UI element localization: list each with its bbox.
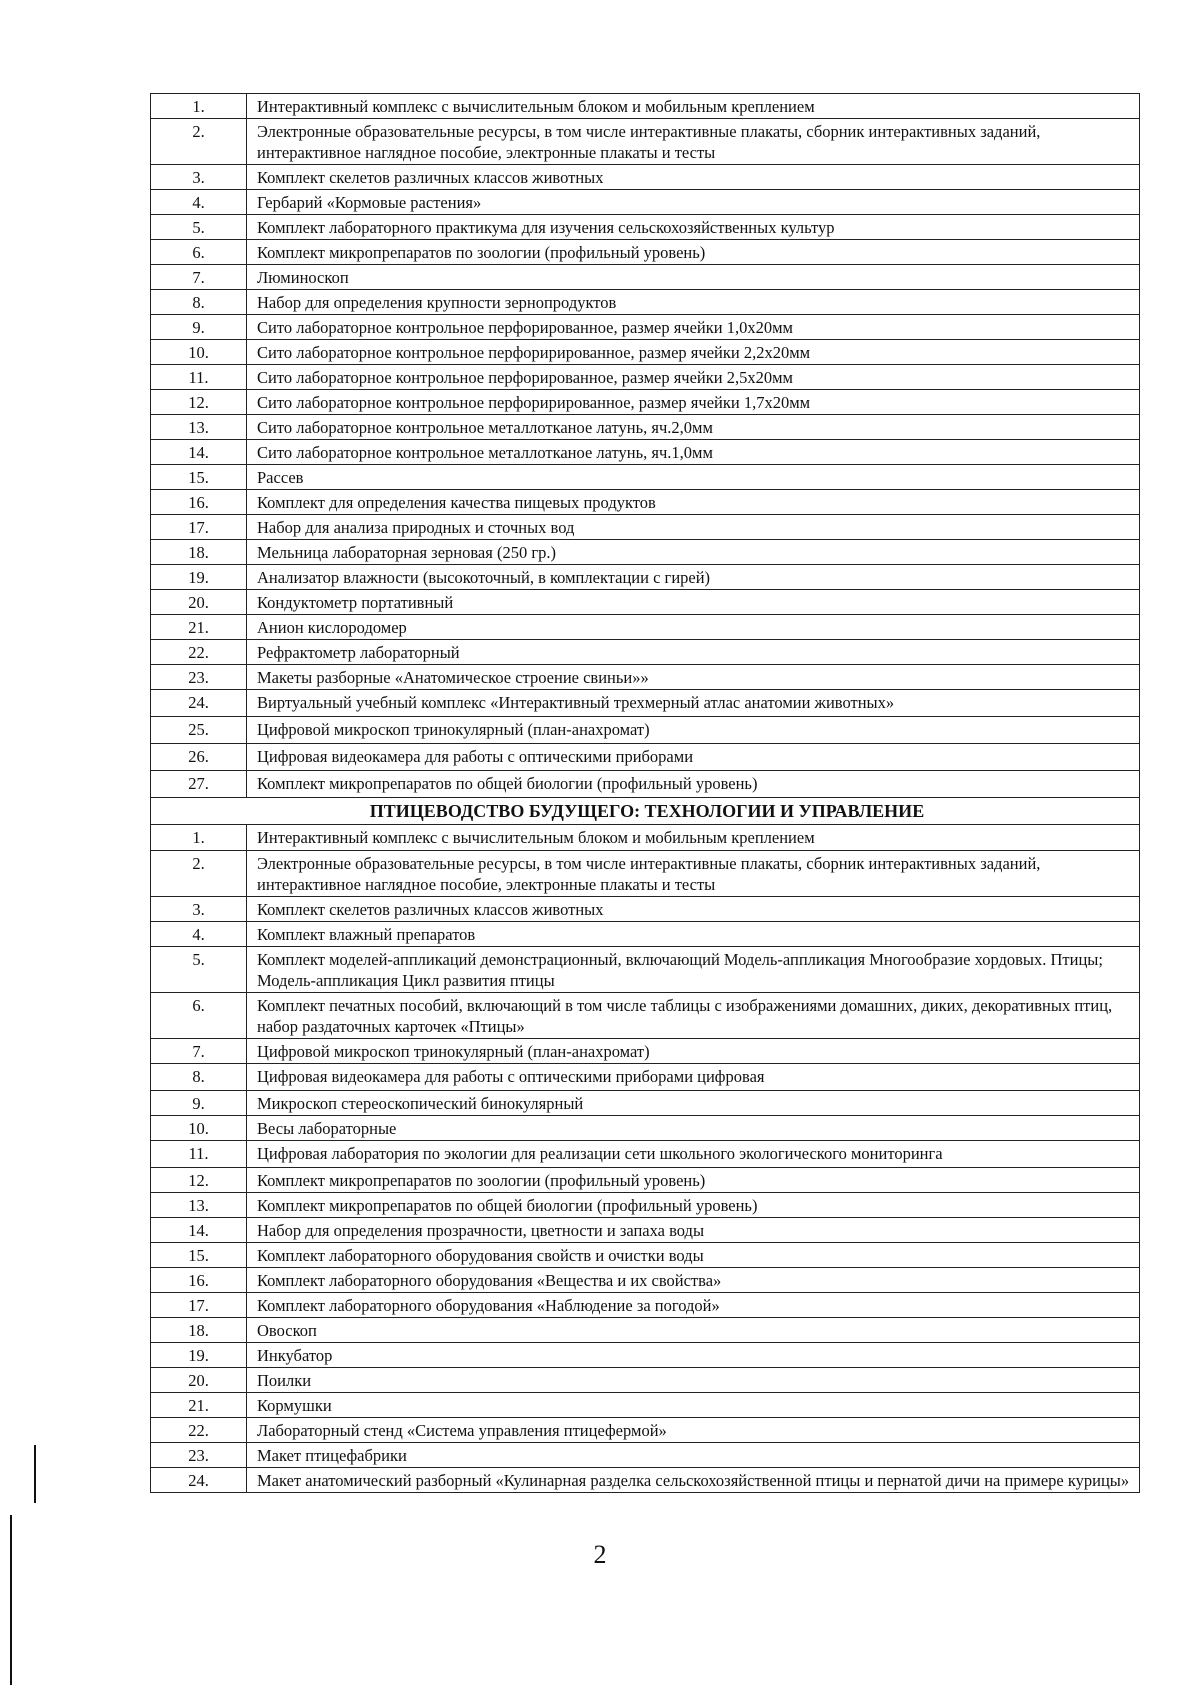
row-item-name: Лабораторный стенд «Система управления птицефермой» — [247, 1418, 1140, 1443]
row-item-name: Анион кислородомер — [247, 615, 1140, 640]
table-row — [151, 897, 1140, 922]
row-item-name: Виртуальный учебный комплекс «Интерактивный трехмерный атлас анатомии животных» — [247, 690, 1140, 717]
table-row — [151, 1393, 1140, 1418]
table-row — [151, 565, 1140, 590]
table-row — [151, 1318, 1140, 1343]
row-number: 22. — [151, 1418, 247, 1443]
table-row — [151, 1293, 1140, 1318]
row-item-name: Интерактивный комплекс с вычислительным блоком и мобильным креплением — [247, 825, 1140, 851]
row-item-name: Сито лабораторное контрольное металлотканое латунь, яч.2,0мм — [247, 415, 1140, 440]
row-item-name: Комплект скелетов различных классов животных — [247, 165, 1140, 190]
table-row — [151, 340, 1140, 365]
row-number: 12. — [151, 1168, 247, 1193]
table-row — [151, 1368, 1140, 1393]
table-row — [151, 94, 1140, 119]
row-number: 9. — [151, 1091, 247, 1116]
row-number: 19. — [151, 565, 247, 590]
table-row — [151, 744, 1140, 771]
table-row — [151, 190, 1140, 215]
table-row — [151, 1443, 1140, 1468]
table-row — [151, 947, 1140, 993]
row-item-name: Макеты разборные «Анатомическое строение свиньи»» — [247, 665, 1140, 690]
row-item-name: Комплект микропрепаратов по зоологии (профильный уровень) — [247, 1168, 1140, 1193]
row-number: 23. — [151, 1443, 247, 1468]
row-item-name: Кондуктометр портативный — [247, 590, 1140, 615]
row-item-name: Сито лабораторное контрольное перфорированное, размер ячейки 2,5х20мм — [247, 365, 1140, 390]
row-number: 15. — [151, 1243, 247, 1268]
row-number: 18. — [151, 1318, 247, 1343]
table-row — [151, 119, 1140, 165]
table-row — [151, 440, 1140, 465]
row-number: 14. — [151, 1218, 247, 1243]
row-number: 2. — [151, 119, 247, 165]
row-item-name: Инкубатор — [247, 1343, 1140, 1368]
row-number: 26. — [151, 744, 247, 771]
row-item-name: Макет птицефабрики — [247, 1443, 1140, 1468]
row-number: 13. — [151, 1193, 247, 1218]
row-item-name: Комплект лабораторного оборудования «Наблюдение за погодой» — [247, 1293, 1140, 1318]
row-item-name: Электронные образовательные ресурсы, в том числе интерактивные плакаты, сборник интерактивных заданий, интерактивное наглядное пособие, электронные плакаты и тесты — [247, 119, 1140, 165]
row-number: 22. — [151, 640, 247, 665]
table-row — [151, 240, 1140, 265]
table-row — [151, 1343, 1140, 1368]
row-number: 20. — [151, 1368, 247, 1393]
row-number: 10. — [151, 1116, 247, 1141]
row-number: 17. — [151, 515, 247, 540]
table-row — [151, 993, 1140, 1039]
row-item-name: Люминоскоп — [247, 265, 1140, 290]
row-number: 8. — [151, 1064, 247, 1091]
row-item-name: Анализатор влажности (высокоточный, в комплектации с гирей) — [247, 565, 1140, 590]
row-number: 23. — [151, 665, 247, 690]
row-item-name: Цифровой микроскоп тринокулярный (план-анахромат) — [247, 717, 1140, 744]
row-number: 9. — [151, 315, 247, 340]
row-number: 11. — [151, 365, 247, 390]
table-row — [151, 1193, 1140, 1218]
table-row — [151, 922, 1140, 947]
row-item-name: Комплект микропрепаратов по общей биологии (профильный уровень) — [247, 771, 1140, 798]
row-item-name: Комплект моделей-аппликаций демонстрационный, включающий Модель-аппликация Многообразие хордовых. Птицы; Модель-аппликация Цикл развития птицы — [247, 947, 1140, 993]
row-number: 4. — [151, 190, 247, 215]
row-number: 3. — [151, 165, 247, 190]
row-number: 24. — [151, 1468, 247, 1493]
page-number: 2 — [593, 1540, 607, 1569]
table-row — [151, 415, 1140, 440]
table-row — [151, 1116, 1140, 1141]
table-row — [151, 365, 1140, 390]
table-row — [151, 1091, 1140, 1116]
table-row — [151, 1141, 1140, 1168]
table-row — [151, 1168, 1140, 1193]
table-row — [151, 215, 1140, 240]
row-item-name: Комплект влажный препаратов — [247, 922, 1140, 947]
row-item-name: Кормушки — [247, 1393, 1140, 1418]
row-item-name: Интерактивный комплекс с вычислительным блоком и мобильным креплением — [247, 94, 1140, 119]
row-item-name: Микроскоп стереоскопический бинокулярный — [247, 1091, 1140, 1116]
row-item-name: Весы лабораторные — [247, 1116, 1140, 1141]
row-number: 24. — [151, 690, 247, 717]
row-item-name: Гербарий «Кормовые растения» — [247, 190, 1140, 215]
row-number: 5. — [151, 215, 247, 240]
row-number: 3. — [151, 897, 247, 922]
section-header-row — [151, 798, 1140, 825]
row-item-name: Комплект лабораторного оборудования «Вещества и их свойства» — [247, 1268, 1140, 1293]
section-title: ПТИЦЕВОДСТВО БУДУЩЕГО: ТЕХНОЛОГИИ И УПРАВЛЕНИЕ — [151, 798, 1140, 825]
row-item-name: Комплект печатных пособий, включающий в том числе таблицы с изображениями домашних, диких, декоративных птиц, набор раздаточных карточек «Птицы» — [247, 993, 1140, 1039]
table-row — [151, 390, 1140, 415]
row-item-name: Овоскоп — [247, 1318, 1140, 1343]
table-row — [151, 1268, 1140, 1293]
row-number: 15. — [151, 465, 247, 490]
row-number: 27. — [151, 771, 247, 798]
row-number: 11. — [151, 1141, 247, 1168]
table-row — [151, 590, 1140, 615]
row-number: 21. — [151, 1393, 247, 1418]
table-row — [151, 665, 1140, 690]
row-number: 2. — [151, 851, 247, 897]
section1-body — [151, 94, 1140, 798]
row-number: 8. — [151, 290, 247, 315]
table-row — [151, 540, 1140, 565]
row-number: 7. — [151, 1039, 247, 1064]
row-item-name: Набор для определения прозрачности, цветности и запаха воды — [247, 1218, 1140, 1243]
row-item-name: Сито лабораторное контрольное перфорированное, размер ячейки 1,0х20мм — [247, 315, 1140, 340]
table-row — [151, 265, 1140, 290]
row-item-name: Цифровая видеокамера для работы с оптическими приборами — [247, 744, 1140, 771]
table-row — [151, 717, 1140, 744]
table-row — [151, 490, 1140, 515]
section2-body — [151, 798, 1140, 1493]
row-number: 25. — [151, 717, 247, 744]
table-row — [151, 615, 1140, 640]
row-item-name: Комплект микропрепаратов по зоологии (профильный уровень) — [247, 240, 1140, 265]
row-item-name: Мельница лабораторная зерновая (250 гр.) — [247, 540, 1140, 565]
equipment-table — [150, 93, 1140, 1493]
row-item-name: Электронные образовательные ресурсы, в том числе интерактивные плакаты, сборник интерактивных заданий, интерактивное наглядное пособие, электронные плакаты и тесты — [247, 851, 1140, 897]
row-item-name: Цифровой микроскоп тринокулярный (план-анахромат) — [247, 1039, 1140, 1064]
row-item-name: Цифровая видеокамера для работы с оптическими приборами цифровая — [247, 1064, 1140, 1091]
table-row — [151, 1218, 1140, 1243]
row-item-name: Комплект скелетов различных классов животных — [247, 897, 1140, 922]
row-number: 10. — [151, 340, 247, 365]
table-row — [151, 1039, 1140, 1064]
table-row — [151, 1418, 1140, 1443]
row-item-name: Макет анатомический разборный «Кулинарная разделка сельскохозяйственной птицы и пернатой дичи на примере курицы» — [247, 1468, 1140, 1493]
row-number: 5. — [151, 947, 247, 993]
row-number: 18. — [151, 540, 247, 565]
row-item-name: Комплект микропрепаратов по общей биологии (профильный уровень) — [247, 1193, 1140, 1218]
margin-scan-line — [10, 1515, 12, 1685]
row-item-name: Набор для анализа природных и сточных вод — [247, 515, 1140, 540]
table-row — [151, 825, 1140, 851]
row-item-name: Рассев — [247, 465, 1140, 490]
row-item-name: Рефрактометр лабораторный — [247, 640, 1140, 665]
table-row — [151, 690, 1140, 717]
row-item-name: Цифровая лаборатория по экологии для реализации сети школьного экологического мониторинга — [247, 1141, 1140, 1168]
table-row — [151, 771, 1140, 798]
row-item-name: Комплект лабораторного оборудования свойств и очистки воды — [247, 1243, 1140, 1268]
table-row — [151, 515, 1140, 540]
table-row — [151, 640, 1140, 665]
row-number: 6. — [151, 240, 247, 265]
table-row — [151, 1243, 1140, 1268]
row-number: 6. — [151, 993, 247, 1039]
table-row — [151, 1468, 1140, 1493]
row-number: 14. — [151, 440, 247, 465]
table-row — [151, 1064, 1140, 1091]
row-number: 1. — [151, 825, 247, 851]
row-number: 19. — [151, 1343, 247, 1368]
table-row — [151, 290, 1140, 315]
margin-scan-line — [34, 1445, 36, 1503]
row-number: 21. — [151, 615, 247, 640]
row-number: 7. — [151, 265, 247, 290]
row-number: 16. — [151, 490, 247, 515]
row-number: 1. — [151, 94, 247, 119]
row-number: 4. — [151, 922, 247, 947]
table-row — [151, 465, 1140, 490]
row-number: 13. — [151, 415, 247, 440]
row-number: 12. — [151, 390, 247, 415]
row-item-name: Комплект лабораторного практикума для изучения сельскохозяйственных культур — [247, 215, 1140, 240]
row-item-name: Сито лабораторное контрольное перфорирированное, размер ячейки 2,2х20мм — [247, 340, 1140, 365]
row-item-name: Комплект для определения качества пищевых продуктов — [247, 490, 1140, 515]
row-number: 20. — [151, 590, 247, 615]
table-row — [151, 851, 1140, 897]
row-item-name: Сито лабораторное контрольное металлотканое латунь, яч.1,0мм — [247, 440, 1140, 465]
row-number: 17. — [151, 1293, 247, 1318]
row-item-name: Сито лабораторное контрольное перфорирированное, размер ячейки 1,7х20мм — [247, 390, 1140, 415]
table-row — [151, 315, 1140, 340]
table-row — [151, 165, 1140, 190]
row-item-name: Набор для определения крупности зернопродуктов — [247, 290, 1140, 315]
row-number: 16. — [151, 1268, 247, 1293]
row-item-name: Поилки — [247, 1368, 1140, 1393]
